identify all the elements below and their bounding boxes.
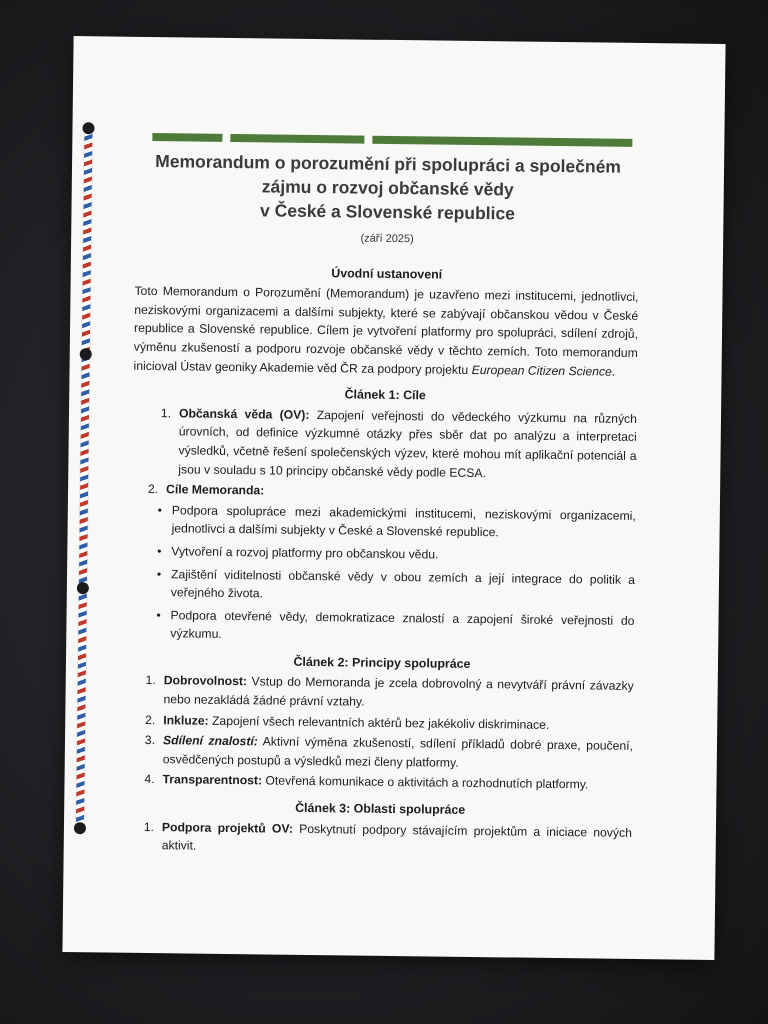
title-line: v České a Slovenské republice <box>259 200 516 224</box>
bullet-icon: • <box>157 502 163 517</box>
item-lead: Inkluze: <box>163 712 209 728</box>
list-item <box>132 404 637 485</box>
article-1-list <box>132 404 637 505</box>
item-body <box>163 672 633 715</box>
item-text: Zapojení všech relevantních aktérů bez jakékoliv diskriminace. <box>208 713 550 732</box>
document-title <box>135 149 640 227</box>
bullet-icon: • <box>156 607 161 622</box>
bullet-item <box>146 606 634 649</box>
intro-text-end: . <box>611 364 616 379</box>
item-text: Otevřená komunikace o aktivitách a rozhodnutích platformy. <box>261 773 589 792</box>
bullet-icon: • <box>156 566 162 581</box>
document-page <box>62 36 725 960</box>
list-item <box>128 817 632 860</box>
document-body <box>128 149 641 863</box>
list-item <box>128 770 632 795</box>
item-text: Vstup do Memoranda je zcela dobrovolný a nevytváří právní závazky nebo nezakládá žádné právní vztahy. <box>163 674 634 709</box>
bullet-text: Podpora spolupráce mezi akademickými institucemi, neziskovými organizacemi, jednotlivci a dalšími subjekty v České a Slovenské republice. <box>171 503 636 540</box>
item-lead: Cíle Memoranda: <box>166 482 265 498</box>
article-3-list <box>128 817 632 860</box>
bullet-text: Vytvoření a rozvoj platformy pro občanskou vědu. <box>171 544 439 562</box>
intro-paragraph <box>133 282 638 381</box>
accent-bar <box>230 134 364 144</box>
list-item <box>129 731 633 774</box>
item-lead: Podpora projektů OV: <box>161 819 294 836</box>
item-number: 1. <box>160 405 172 421</box>
item-body <box>162 771 632 795</box>
section-heading-article-2: Článek 2: Principy spolupráce <box>293 654 471 671</box>
item-number: 1. <box>143 819 155 834</box>
article-2-list <box>128 671 633 795</box>
bullet-item <box>147 542 635 567</box>
item-number: 4. <box>144 772 155 787</box>
bullet-item <box>147 564 635 607</box>
section-heading-article-3: Článek 3: Oblasti spolupráce <box>295 800 466 817</box>
punch-hole-top <box>82 122 94 134</box>
item-text: Aktivní výměna zkušeností, sdílení příkladů dobré praxe, poučení, osvědčených postupů a výsledků mezi členy platformy. <box>162 734 634 770</box>
item-text: Poskytnutí podpory stávajícím projektům a iniciace nových aktivit. <box>161 821 633 853</box>
item-body <box>162 818 632 861</box>
goals-bullet-list <box>130 501 636 649</box>
accent-bar <box>372 136 632 147</box>
item-body <box>163 731 633 774</box>
header-accent-bars <box>152 133 640 147</box>
punch-hole-bottom <box>74 822 86 834</box>
punch-hole-upper <box>80 348 92 360</box>
item-number: 3. <box>144 733 156 748</box>
intro-text: Toto Memorandum o Porozumění (Memorandum) je uzavřeno mezi institucemi, jednotlivci, neziskovými organizacemi a dalšími subjekty, které se zabývají občanskou vědou v České republice a Slovenské republice. Cílem je vytvoření platformy pro spolupráci, sdílení zdrojů, výměnu zkušeností a podporu rozvoje občanské vědy v těchto zemích. Toto memorandum inicioval Ústav geoniky Akademie věd ČR za podpory projektu <box>133 284 639 377</box>
item-lead: Sdílení znalostí: <box>162 733 258 749</box>
item-number: 1. <box>145 673 156 688</box>
bullet-text: Podpora otevřené vědy, demokratizace znalostí a zapojení široké veřejnosti do výzkumu. <box>170 607 635 642</box>
document-date: (září 2025) <box>360 232 414 246</box>
punch-hole-lower <box>77 582 89 594</box>
item-lead: Občanská věda (OV): <box>178 406 310 422</box>
bullet-text: Zajištění viditelnosti občanské vědy v obou zemích a její integrace do politik a veřejného života. <box>170 566 636 601</box>
binding-cord <box>76 128 93 828</box>
list-item <box>129 671 633 714</box>
intro-project-name: European Citizen Science <box>471 362 612 379</box>
item-number: 2. <box>145 712 156 727</box>
item-lead: Dobrovolnost: <box>163 673 248 689</box>
title-line: zájmu o rozvoj občanské vědy <box>261 176 514 200</box>
item-number: 2. <box>147 482 159 497</box>
item-lead: Transparentnost: <box>162 772 263 788</box>
section-heading-article-1: Článek 1: Cíle <box>344 387 426 403</box>
bullet-icon: • <box>157 544 162 559</box>
accent-bar <box>152 133 222 142</box>
bullet-item <box>147 501 635 544</box>
title-line: Memorandum o porozumění při spolupráci a společném <box>155 151 622 177</box>
item-body <box>178 404 637 484</box>
section-heading-intro: Úvodní ustanovení <box>331 265 443 282</box>
item-text: Zapojení veřejnosti do vědeckého výzkumu na různých úrovních, od definice výzkumné otázky přes sběr dat po analýzu a interpretaci výsledků, včetně řešení společenských výzev, které mohou mít aplikační potenciál a jsou v souladu s 10 principy občanské vědy podle ECSA. <box>178 407 638 480</box>
